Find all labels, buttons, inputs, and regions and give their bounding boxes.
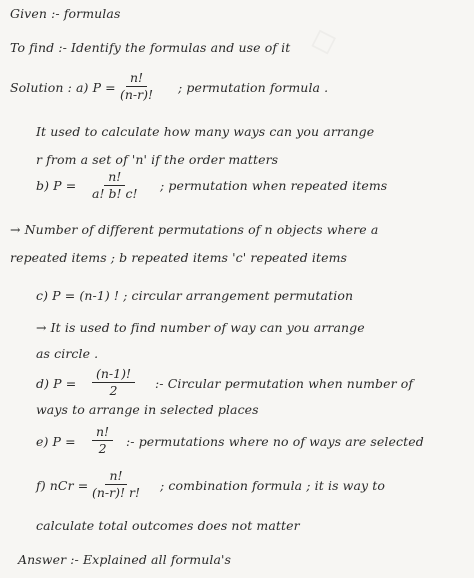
- part-f-suffix: ; combination formula ; it is way to: [160, 478, 385, 493]
- part-c-desc-2: as circle .: [36, 346, 99, 361]
- part-f-fraction: [88, 469, 144, 500]
- part-b-desc-1: → Number of different permutations of n objects where a: [10, 222, 379, 237]
- solution-a-desc-2: r from a set of 'n' if the order matters: [36, 152, 279, 167]
- part-e-suffix: :- permutations where no of ways are selected: [126, 434, 424, 449]
- fraction-denominator: 2: [109, 383, 118, 398]
- part-f-prefix: f) nCr =: [36, 478, 89, 493]
- solution-a-prefix: Solution : a) P =: [10, 80, 116, 95]
- fraction-numerator: n!: [92, 425, 113, 441]
- part-f-desc: calculate total outcomes does not matter: [36, 518, 300, 533]
- to-find-line: To find :- Identify the formulas and use of it: [10, 40, 291, 55]
- part-c-formula: c) P = (n-1) ! ; circular arrangement permutation: [36, 288, 354, 303]
- fraction-numerator: n!: [126, 71, 147, 87]
- fraction-numerator: n!: [104, 170, 125, 186]
- part-b-prefix: b) P =: [36, 178, 77, 193]
- part-d-fraction: [92, 367, 135, 398]
- solution-a-fraction: [116, 71, 157, 102]
- answer-line: Answer :- Explained all formula's: [18, 552, 232, 567]
- part-c-desc-1: → It is used to find number of way can you arrange: [36, 320, 365, 335]
- solution-a-desc-1: It used to calculate how many ways can you arrange: [36, 124, 375, 139]
- given-line: Given :- formulas: [10, 6, 121, 21]
- part-d-desc: ways to arrange in selected places: [36, 402, 259, 417]
- fraction-denominator: a! b! c!: [92, 186, 138, 201]
- part-b-desc-2: repeated items ; b repeated items 'c' repeated items: [10, 250, 348, 265]
- fraction-denominator: (n-r)! r!: [92, 485, 140, 500]
- fraction-numerator: (n-1)!: [92, 367, 135, 383]
- fraction-denominator: (n-r)!: [120, 87, 154, 102]
- part-d-suffix: :- Circular permutation when number of: [155, 376, 414, 391]
- watermark-mark: [304, 17, 341, 63]
- part-b-suffix: ; permutation when repeated items: [160, 178, 388, 193]
- part-e-fraction: [92, 425, 113, 456]
- part-b-fraction: [88, 170, 141, 201]
- part-d-prefix: d) P =: [36, 376, 77, 391]
- fraction-denominator: 2: [98, 441, 107, 456]
- solution-a-suffix: ; permutation formula .: [178, 80, 329, 95]
- fraction-numerator: n!: [105, 469, 126, 485]
- part-e-prefix: e) P =: [36, 434, 76, 449]
